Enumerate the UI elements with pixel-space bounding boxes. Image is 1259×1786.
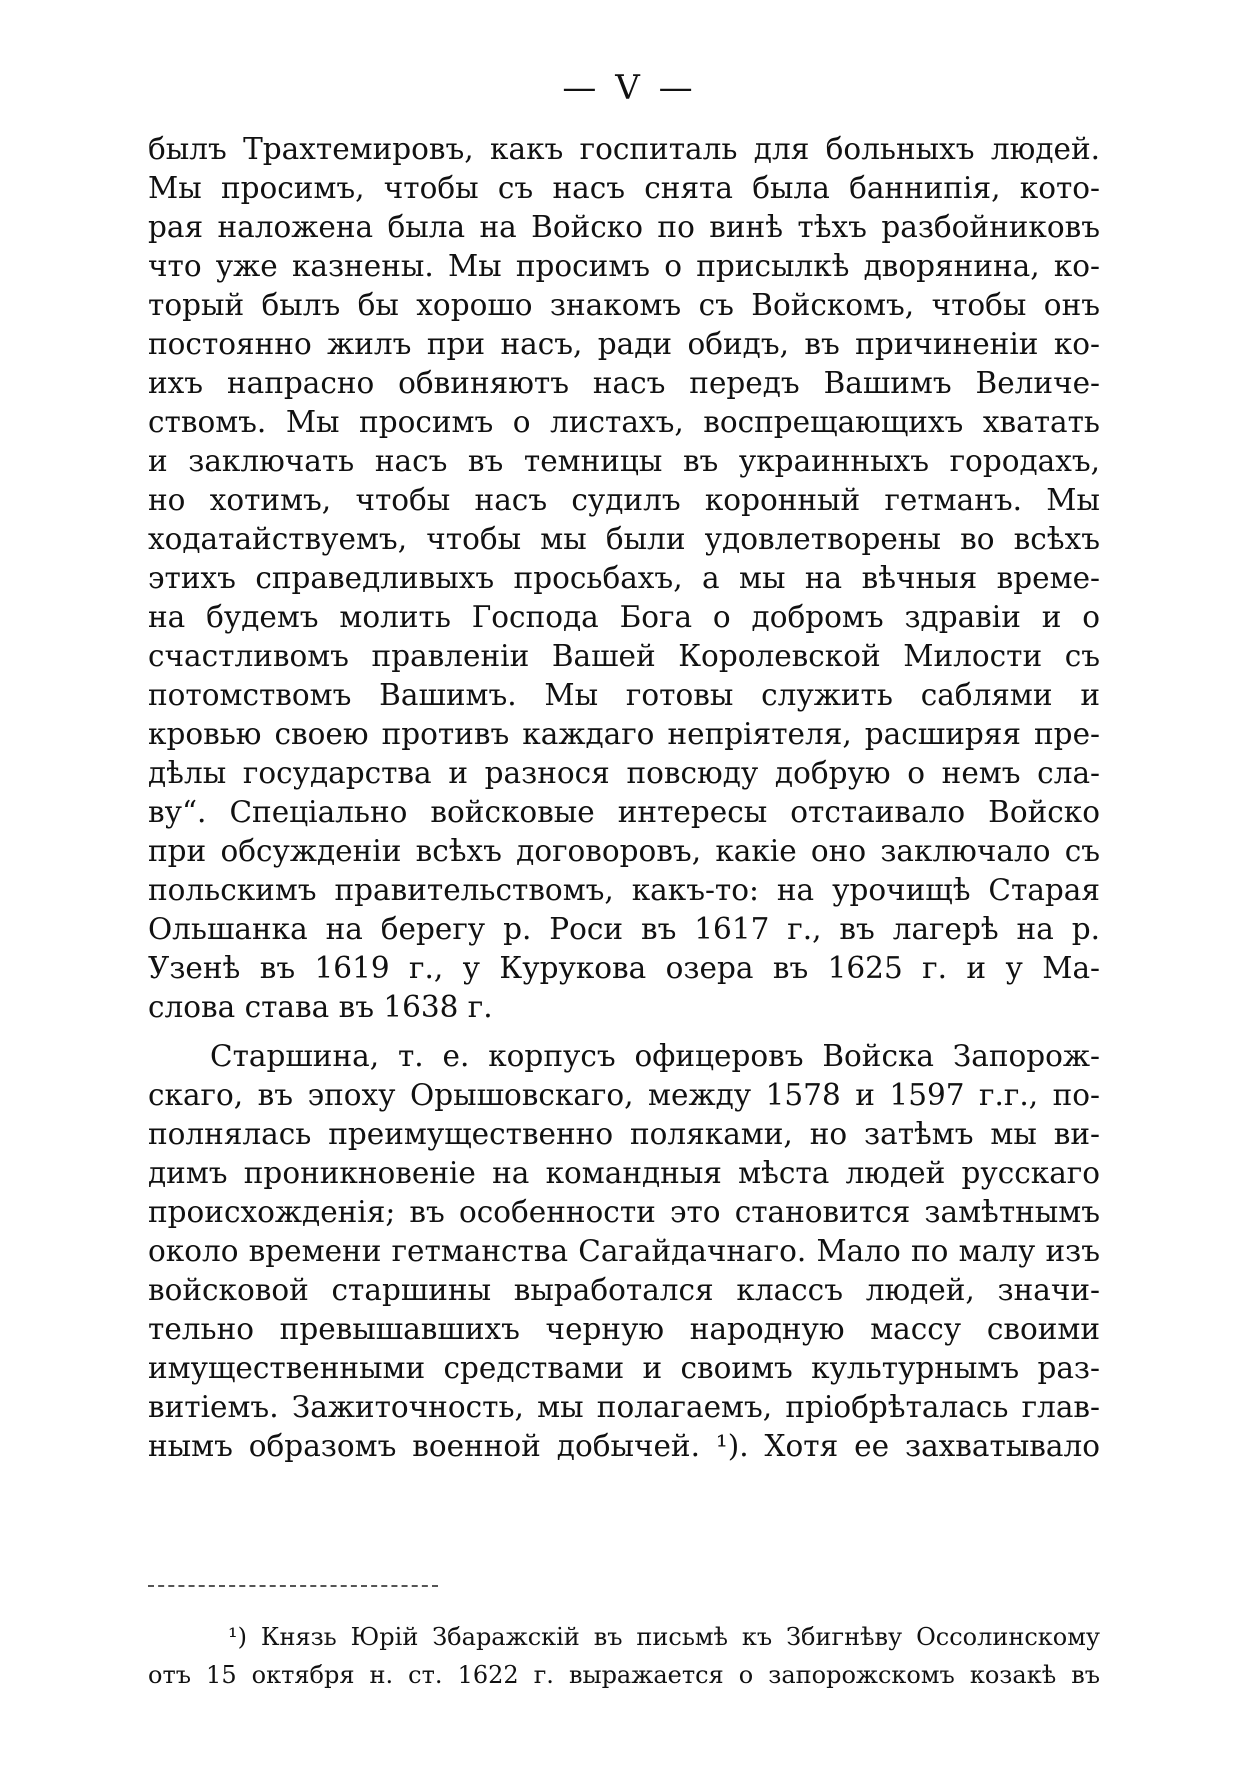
text-line: кровью своею противъ каждаго непріятеля, расширяя пре-	[148, 717, 1100, 751]
text-line: торый былъ бы хорошо знакомъ съ Войскомъ, чтобы онъ	[148, 288, 1100, 322]
text-line: этихъ справедливыхъ просьбахъ, а мы на вѣчныя време-	[148, 561, 1100, 595]
footnote-separator	[148, 1585, 438, 1587]
text-line: полнялась преимущественно поляками, но затѣмъ мы ви-	[148, 1117, 1100, 1151]
text-line: и заключать насъ въ темницы въ украинныхъ городахъ,	[148, 444, 1100, 478]
text-line: счастливомъ правленіи Вашей Королевской Милости съ	[148, 639, 1100, 673]
paragraph-gap	[148, 1027, 1100, 1037]
text-line: тельно превышавшихъ черную народную массу своими	[148, 1312, 1100, 1346]
text-line: войсковой старшины выработался классъ людей, значи-	[148, 1273, 1100, 1307]
text-line: Старшина, т. е. корпусъ офицеровъ Войска Запорож-	[210, 1039, 1100, 1073]
text-line: скаго, въ эпоху Орышовскаго, между 1578 и 1597 г.г., по-	[148, 1078, 1100, 1112]
text-line: слова става въ 1638 г.	[148, 990, 493, 1024]
text-line: витіемъ. Зажиточность, мы полагаемъ, пріобрѣталась глав-	[148, 1390, 1100, 1424]
text-line: ихъ напрасно обвиняютъ насъ передъ Вашимъ Величе-	[148, 366, 1100, 400]
text-line: ствомъ. Мы просимъ о листахъ, воспрещающихъ хватать	[148, 405, 1100, 439]
text-line: потомствомъ Вашимъ. Мы готовы служить саблями и	[148, 678, 1100, 712]
text-line: Ольшанка на берегу р. Роси въ 1617 г., въ лагерѣ на р.	[148, 912, 1100, 946]
text-line: постоянно жилъ при насъ, ради обидъ, въ причиненіи ко-	[148, 327, 1100, 361]
text-line: но хотимъ, чтобы насъ судилъ коронный гетманъ. Мы	[148, 483, 1100, 517]
footnote-line: ¹) Князь Юрій Збаражскій въ письмѣ къ Збигнѣву Оссолинскому	[228, 1623, 1100, 1651]
paragraph	[148, 130, 1100, 1027]
text-line: дѣлы государства и разнося повсюду добрую о немъ сла-	[148, 756, 1100, 790]
text-line: нымъ образомъ военной добычей. ¹). Хотя ее захватывало	[148, 1429, 1100, 1463]
text-line: происхожденія; въ особенности это становится замѣтнымъ	[148, 1195, 1100, 1229]
text-line: что уже казнены. Мы просимъ о присылкѣ дворянина, ко-	[148, 249, 1100, 283]
text-line: польскимъ правительствомъ, какъ-то: на урочищѣ Старая	[148, 873, 1100, 907]
page-number: — V —	[562, 68, 697, 108]
text-line: Узенѣ въ 1619 г., у Курукова озера въ 1625 г. и у Ма-	[148, 951, 1100, 985]
text-line: при обсужденіи всѣхъ договоровъ, какіе оно заключало съ	[148, 834, 1100, 868]
text-line: ходатайствуемъ, чтобы мы были удовлетворены во всѣхъ	[148, 522, 1100, 556]
paragraph	[148, 1037, 1100, 1466]
text-line: ву“. Спеціально войсковые интересы отстаивало Войско	[148, 795, 1100, 829]
body-text	[148, 130, 1100, 1466]
text-line: димъ проникновеніе на командныя мѣста людей русскаго	[148, 1156, 1100, 1190]
footnote-line: отъ 15 октября н. ст. 1622 г. выражается о запорожскомъ козакѣ въ	[148, 1661, 1100, 1689]
footnotes	[148, 1618, 1100, 1694]
text-line: около времени гетманства Сагайдачнаго. Мало по малу изъ	[148, 1234, 1100, 1268]
text-line: на будемъ молить Господа Бога о добромъ здравіи и о	[148, 600, 1100, 634]
text-line: рая наложена была на Войско по винѣ тѣхъ разбойниковъ	[148, 210, 1100, 244]
text-line: Мы просимъ, чтобы съ насъ снята была баннипія, кото-	[148, 171, 1100, 205]
text-line: имущественными средствами и своимъ культурнымъ раз-	[148, 1351, 1100, 1385]
text-line: былъ Трахтемировъ, какъ госпиталь для больныхъ людей.	[148, 132, 1100, 166]
